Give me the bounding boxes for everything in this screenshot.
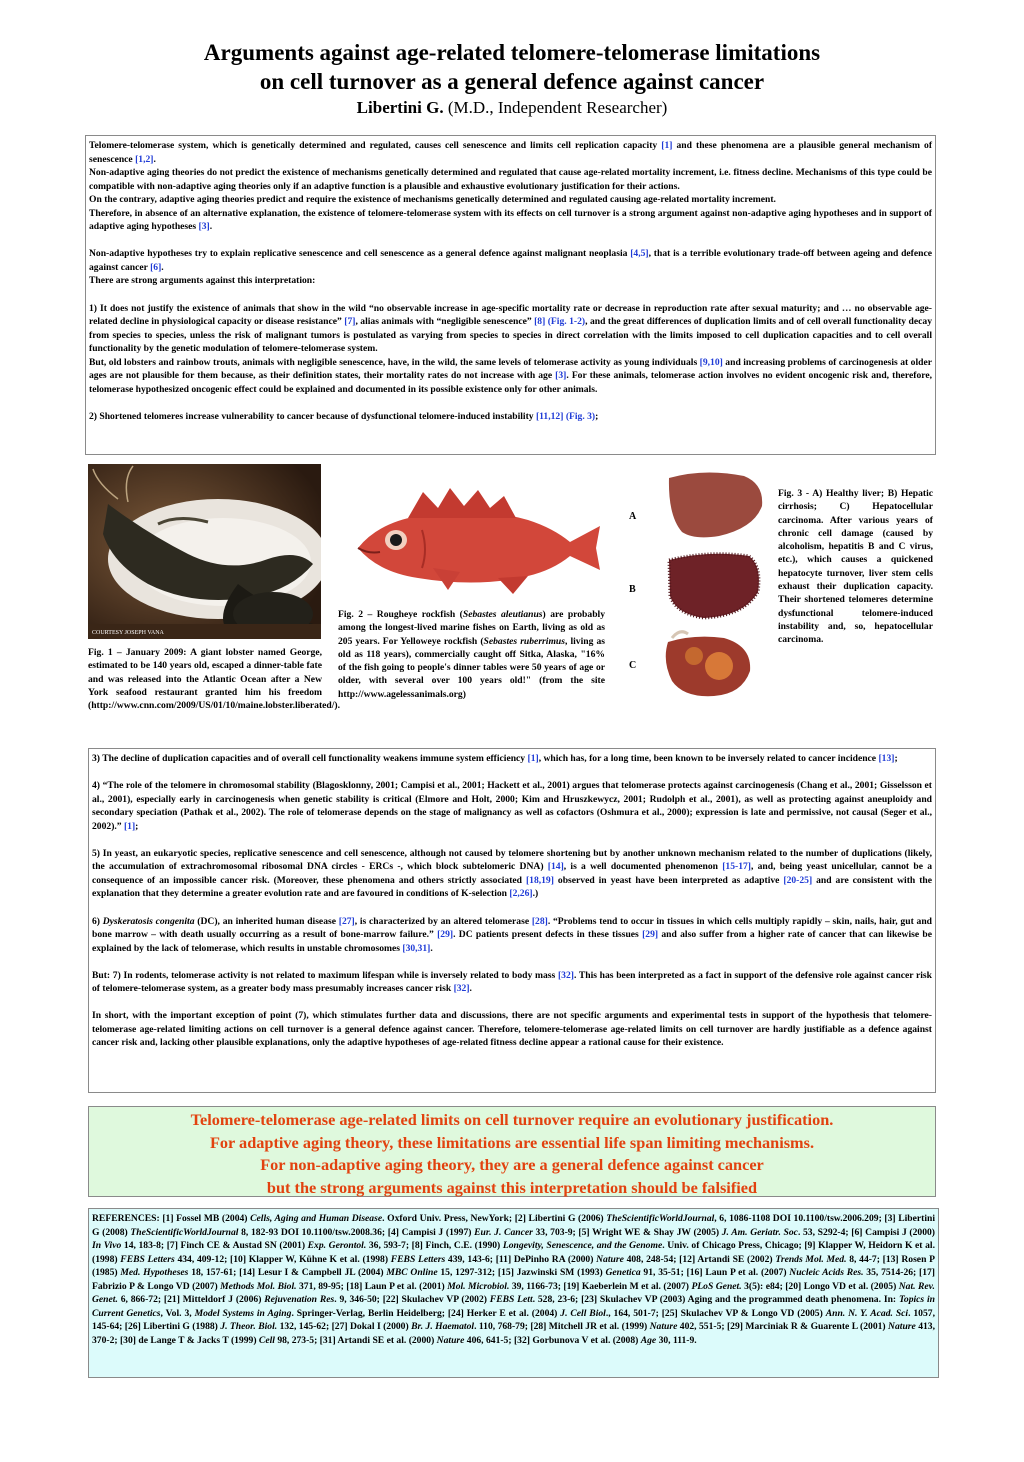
paragraph: Non-adaptive hypotheses try to explain replicative senescence and cell senescence as a general defence against malignant neoplasia [4,5], that is a terrible evolutionary trade-off between ageing and defence against cancer [6]. [89,248,932,273]
reference-text-run: Nature [649,1321,678,1333]
reference-text-run: 8, 182-93 DOI 10.1100/tsw.2008.36; [4] Campisi J (1997) [238,1226,475,1238]
paragraph: Non-adaptive aging theories do not predict the existence of mechanisms genetically determined and regulated that cause age-related mortality increment, i.e. fitness decline. Mechanisms of this type could be compatible with non-adaptive aging theories only if an adaptive function is a plausible and exhaustive evolutionary justification for their actions. [89,167,932,192]
reference-text-run: J. Theor. Biol. [220,1321,278,1333]
reference-text-run: Ann. N. Y. Acad. Sci [825,1307,909,1319]
reference-text-run: . Springer-Verlag, Berlin Heidelberg; [24] Herker E et al. (2004) [291,1307,561,1319]
reference-text-run: 33, 703-9; [5] Wright WE & Shay JW (2005) [532,1226,722,1238]
intro-text-box [85,135,936,455]
reference-text-run: . 53, S292-4; [6] Campisi J (2000) [797,1226,935,1238]
reference-text-run: Longevity, Senescence, and the Genome [502,1240,663,1252]
reference-text-run: , 6, 1086-1108 DOI 10.1100/tsw.2006.209; [3] Libertini G (2008) [92,1213,935,1238]
reference-text-run: In Vivo [92,1240,122,1252]
fig2-caption: Fig. 2 – Rougheye rockfish (Sebastes aleutianus) are probably among the longest-lived marine fishes on Earth, living as old as 205 years. For Yelloweye rockfish (Sebastes ruberrimus, living as old as 118 years), commercially caught off Sitka, Alaska, "16% of the fish going to people's dinner tables were 50 years of age or older, with several over 100 years old!" (from the site http://www.agelessanimals.org) [338,609,606,700]
rockfish-image [338,478,606,604]
reference-text-run: . 9, 346-50; [22] Skulachev VP (2002) [334,1294,490,1306]
author-line [0,97,1024,119]
reference-text-run: Exp. Gerontol. [307,1240,367,1252]
reference-text-run: . 1057, 145-64; [26] Libertini G (1988) [92,1307,935,1333]
reference-text-run: Cell [258,1334,275,1346]
reference-text-run: FEBS Lett [489,1294,533,1306]
paragraph: Telomere-telomerase system, which is genetically determined and regulated, causes cell senescence and limits cell replication capacity [1] and these phenomena are a plausible general mechanism of senescence [1,2]. [89,140,933,165]
reference-text-run: Nat. Rev. Genet. [92,1280,935,1306]
reference-text-run: Br. J. Haematol [411,1321,475,1333]
fig3-label-c: C [629,660,637,671]
paragraph: 4) “The role of the telomere in chromosomal stability (Blagosklonny, 2001; Campisi et al., 2001; Hackett et al., 2001) argues that telomerase protects against carcinogenesis (Chang et al., 2001; Gisselsson et al., 2001), especially early in carcinogenesis when genetic stability is critical (Elmore and Holt, 2000; Kim and Hruszkewycz, 2001; Rudolph et al., 2001), as well as protecting against aneuploidy and secondary speciation (Pathak et al., 2002). The role of telomerase depends on the stage of malignancy as well as cofactors (Oshmura et al., 2000); expression is late and permissive, not causal (Seger et al., 2002).” [1]; [92,780,932,832]
reference-text-run: Med. Hypotheses [120,1267,189,1279]
paragraph: Therefore, in absence of an alternative explanation, the existence of telomere-telomerase system with its effects on cell turnover is a strong argument against non-adaptive aging hypotheses and in support of adaptive aging hypotheses [3]. [89,207,932,233]
paragraph: 1) It does not justify the existence of animals that show in the wild “no observable increase in age-specific mortality rate or decrease in reproduction rate after sexual maturity; and … no observable age-related decline in physiological capacity or disease resistance” [7], alias animals with “negligible senescence” [8] (Fig. 1-2), and the great differences of duplication limits and of cell overall functionality decay from species to species, unless the risk of malignant tumors is postulated as varying from species to species in direct correlation with the limits imposed to cell duplication capacities and to cell overall functionality by the genetic modulation of telomere-telomerase system. [89,302,932,355]
reference-text-run: Cells, Aging and Human Disease [250,1213,383,1224]
title-line-2: on cell turnover as a general defence against cancer [259,69,765,94]
photo-credit: COURTESY JOSEPH VANA [92,630,164,636]
reference-text-run: 6, 866-72; [21] Mitteldorf J (2006) [117,1294,265,1306]
reference-text-run: 371, 89-95; [18] Laun P et al. (2001) [296,1280,448,1292]
fig3-label-b: B [629,584,636,595]
reference-text-run: 18, 157-61; [14] Lesur I & Campbell JL (2004) [188,1267,387,1279]
reference-text-run: J. Cell Biol [560,1307,606,1319]
reference-text-run: Nature [436,1334,465,1346]
reference-text-run: 434, 409-12; [10] Klapper W, Kühne K et al. (1998) [174,1253,391,1265]
reference-text-run: Mol. Microbiol. [447,1280,510,1292]
paragraph: 3) The decline of duplication capacities and of overall cell functionality weakens immune system efficiency [1], which has, for a long time, been known to be inversely related to cancer incidence [13]; [92,753,898,764]
reference-text-run: 15, 1297-312; [15] Jazwinski SM (1993) [437,1267,606,1279]
paragraph: But: 7) In rodents, telomerase activity is not related to maximum lifespan while is inversely related to body mass [32]. This has been interpreted as a fact in support of the defensive role against cancer risk of telomere-telomerase system, as a greater body mass presumably increases cancer risk [32]. [92,969,933,995]
reference-text-run: MBC Online [386,1267,438,1279]
reference-text-run: 8, 44-7; [13] Rosen P (1985) [92,1253,935,1279]
reference-text-run: 3(5): e84; [20] Longo VD et al. (2005) [741,1280,899,1292]
reference-text-run: 408, 248-54; [12] Artandi SE (2002) [623,1253,776,1265]
reference-text-run: 91, 35-51; [16] Laun P et al. (2007) [640,1267,790,1279]
reference-text-run: 402, 551-5; [29] Marciniak R & Guarente L (2001) [677,1321,889,1333]
reference-text-run: ., 164, 501-7; [25] Skulachev VP & Longo VD (2005) [605,1307,826,1319]
summary-line: but the strong arguments against this interpretation should be falsified [266,1177,758,1197]
paragraph: 5) In yeast, an eukaryotic species, replicative senescence and cell senescence, although not caused by telomere shortening but by another unknown mechanism related to the number of duplications (likely, the accumulation of extrachromosomal ribosomal DNA circles - ERCs -, which block subtelomeric DNA) [14], is a well documented phenomenon [15-17], and, being yeast unicellular, cannot be a consequence of an impossible cancer risk. (Moreover, these phenomena and others strictly associated [18,19] observed in yeast have been interpreted as adaptive [20-25] and are consistent with the explanation that they determine a greater evolution rate and are favoured in conditions of K-selection [2,26].) [92,847,932,900]
arguments-text-box [88,748,936,1093]
reference-text-run: Genetica [605,1267,641,1279]
reference-text-run: 132, 145-62; [27] Dokal I (2000) [277,1321,412,1333]
reference-text-run: FEBS Letters [390,1253,446,1265]
paragraph: There are strong arguments against this interpretation: [89,275,316,287]
reference-text-run: 39, 1166-73; [19] Kaeberlein M et al. (2007) [509,1280,692,1292]
reference-text-run: Rejuvenation Res [264,1294,335,1306]
reference-text-run: FEBS Letters [120,1253,175,1265]
reference-text-run: Topics in Current Genetics [92,1294,936,1319]
reference-text-run: 35, 7514-26; [17] Fabrizio P & Longo VD (2007) [92,1267,935,1292]
reference-text-run: 14, 183-8; [7] Finch CE & Austad SN (2001) [121,1240,308,1252]
reference-text-run: J. Am. Geriatr. Soc [721,1226,798,1238]
paragraph: 2) Shortened telomeres increase vulnerability to cancer because of dysfunctional telomere-induced instability [11,12] (Fig. 3); [89,410,599,422]
author-affiliation: (M.D., Independent Researcher) [447,98,668,117]
reference-text-run: PLoS Genet. [691,1280,742,1292]
paragraph: But, old lobsters and rainbow trouts, animals with negligible senescence, have, in the wild, the same levels of telomerase activity as young individuals [9,10] and increasing problems of carcinogenesis at older ages are not plausible for them because, as their definition states, their mortality rates do not increase with age [3]. For these animals, telomerase action involves no evident oncogenic risk and, therefore, telomerase hypothesized oncogenic effect could be explained and documented in its possible existence only for other animals. [89,356,932,395]
reference-text-run: Nature [888,1321,916,1333]
reference-text-run: 30, 111-9. [656,1334,697,1346]
reference-text-run: Eur. J. Cancer [474,1226,533,1238]
reference-text-run: TheScientificWorldJournal [606,1213,715,1224]
fig1-caption: Fig. 1 – January 2009: A giant lobster named George, estimated to be 140 years old, escaped a dinner-table fate and was released into the Atlantic Ocean after a New York seafood restaurant granted him his freedom (http://www.cnn.com/2009/US/01/10/maine.lobster.liberated/). [88,647,341,712]
fig3-label-a: A [629,511,637,522]
summary-line: Telomere-telomerase age-related limits on cell turnover require an evolutionary justification. [190,1110,834,1129]
reference-text-run: Methods Mol. Biol. [220,1280,297,1292]
liver-figure [624,466,774,706]
title-line-1: Arguments against age-related telomere-telomerase limitations [203,40,821,65]
reference-text-run: Model Systems in Aging [194,1307,292,1319]
reference-text-run: . Univ. of Chicago Press, Chicago; [9] Klapper W, Heidorn K et al. (1998) [92,1240,935,1265]
reference-text-run: 36, 593-7; [8] Finch, C.E. (1990) [366,1240,503,1252]
reference-text-run: 413, 370-2; [30] de Lange T & Jacks T (1999) [92,1321,935,1346]
reference-text-run: 406, 641-5; [32] Gorbunova V et al. (2008) [464,1334,641,1346]
summary-line: For non-adaptive aging theory, they are a general defence against cancer [260,1155,764,1175]
reference-text-run: 98, 273-5; [31] Artandi SE et al. (2000) [274,1334,437,1346]
summary-line: For adaptive aging theory, these limitations are essential life span limiting mechanisms. [209,1132,815,1152]
reference-text-run: Age [640,1334,657,1346]
paragraph: 6) Dyskeratosis congenita (DC), an inherited human disease [27], is characterized by an altered telomerase [28]. “Problems tend to occur in tissues in which cells multiply rapidly – skin, nails, hair, gut and bone marrow – with death usually occurring as a result of bone-marrow failure.” [29]. DC patients present defects in these tissues [29] and also suffer from a higher rate of cancer that can likewise be explained by the lack of telomerase, which results in unstable chromosomes [30,31]. [92,915,933,954]
summary-box [88,1106,936,1197]
references-box [88,1208,939,1378]
reference-text-run: . Oxford Univ. Press, NewYork; [2] Libertini G (2006) [382,1213,607,1224]
reference-text-run: . 528, 23-6; [23] Skulachev VP (2003) Aging and the programmed death phenomena. In: [532,1294,899,1306]
paragraph: On the contrary, adaptive aging theories predict and require the existence of mechanisms genetically determined and regulated causing age-related mortality increment. [89,194,776,206]
reference-text-run: 439, 143-6; [11] DePinho RA (2000) [445,1253,597,1265]
author-name: Libertini G. [356,98,444,117]
reference-text-run: REFERENCES: [1] Fossel MB (2004) [92,1213,251,1224]
reference-text-run: Nucleic Acids Res. [789,1267,864,1279]
paragraph: In short, with the important exception of point (7), which stimulates further data and discussions, there are not specific arguments and experimental tests in support of the hypothesis that telomere-telomerase age-related limiting actions on cell turnover is a general defence against cancer. Therefore, telomere-telomerase age-related limits on cell turnover are hardly justifiable as a defence against cancer risk and, lacking other plausible explanations, only the adaptive hypotheses of age-related fitness decline appear a rational cause for their existence. [92,1010,932,1049]
reference-text-run: , Vol. 3, [160,1307,195,1319]
reference-text-run: Trends Mol. Med. [775,1253,847,1265]
lobster-photo [88,464,321,639]
reference-text-run: . 110, 768-79; [28] Mitchell JR et al. (1999) [474,1321,650,1333]
poster-header [0,38,1024,119]
reference-text-run: TheScientificWorldJournal [130,1226,239,1238]
fig3-caption: Fig. 3 - A) Healthy liver; B) Hepatic cirrhosis; C) Hepatocellular carcinoma. After various years of chronic cell damage (caused by alcoholism, hepatitis B and C virus, etc.), which causes a quickened hepatocyte turnover, liver stem cells exhaust their duplication capacity. Their shortened telomeres determine dysfunctional telomere-induced instability and, so, hepatocellular carcinoma. [778,488,933,646]
reference-text-run: Nature [596,1253,624,1265]
